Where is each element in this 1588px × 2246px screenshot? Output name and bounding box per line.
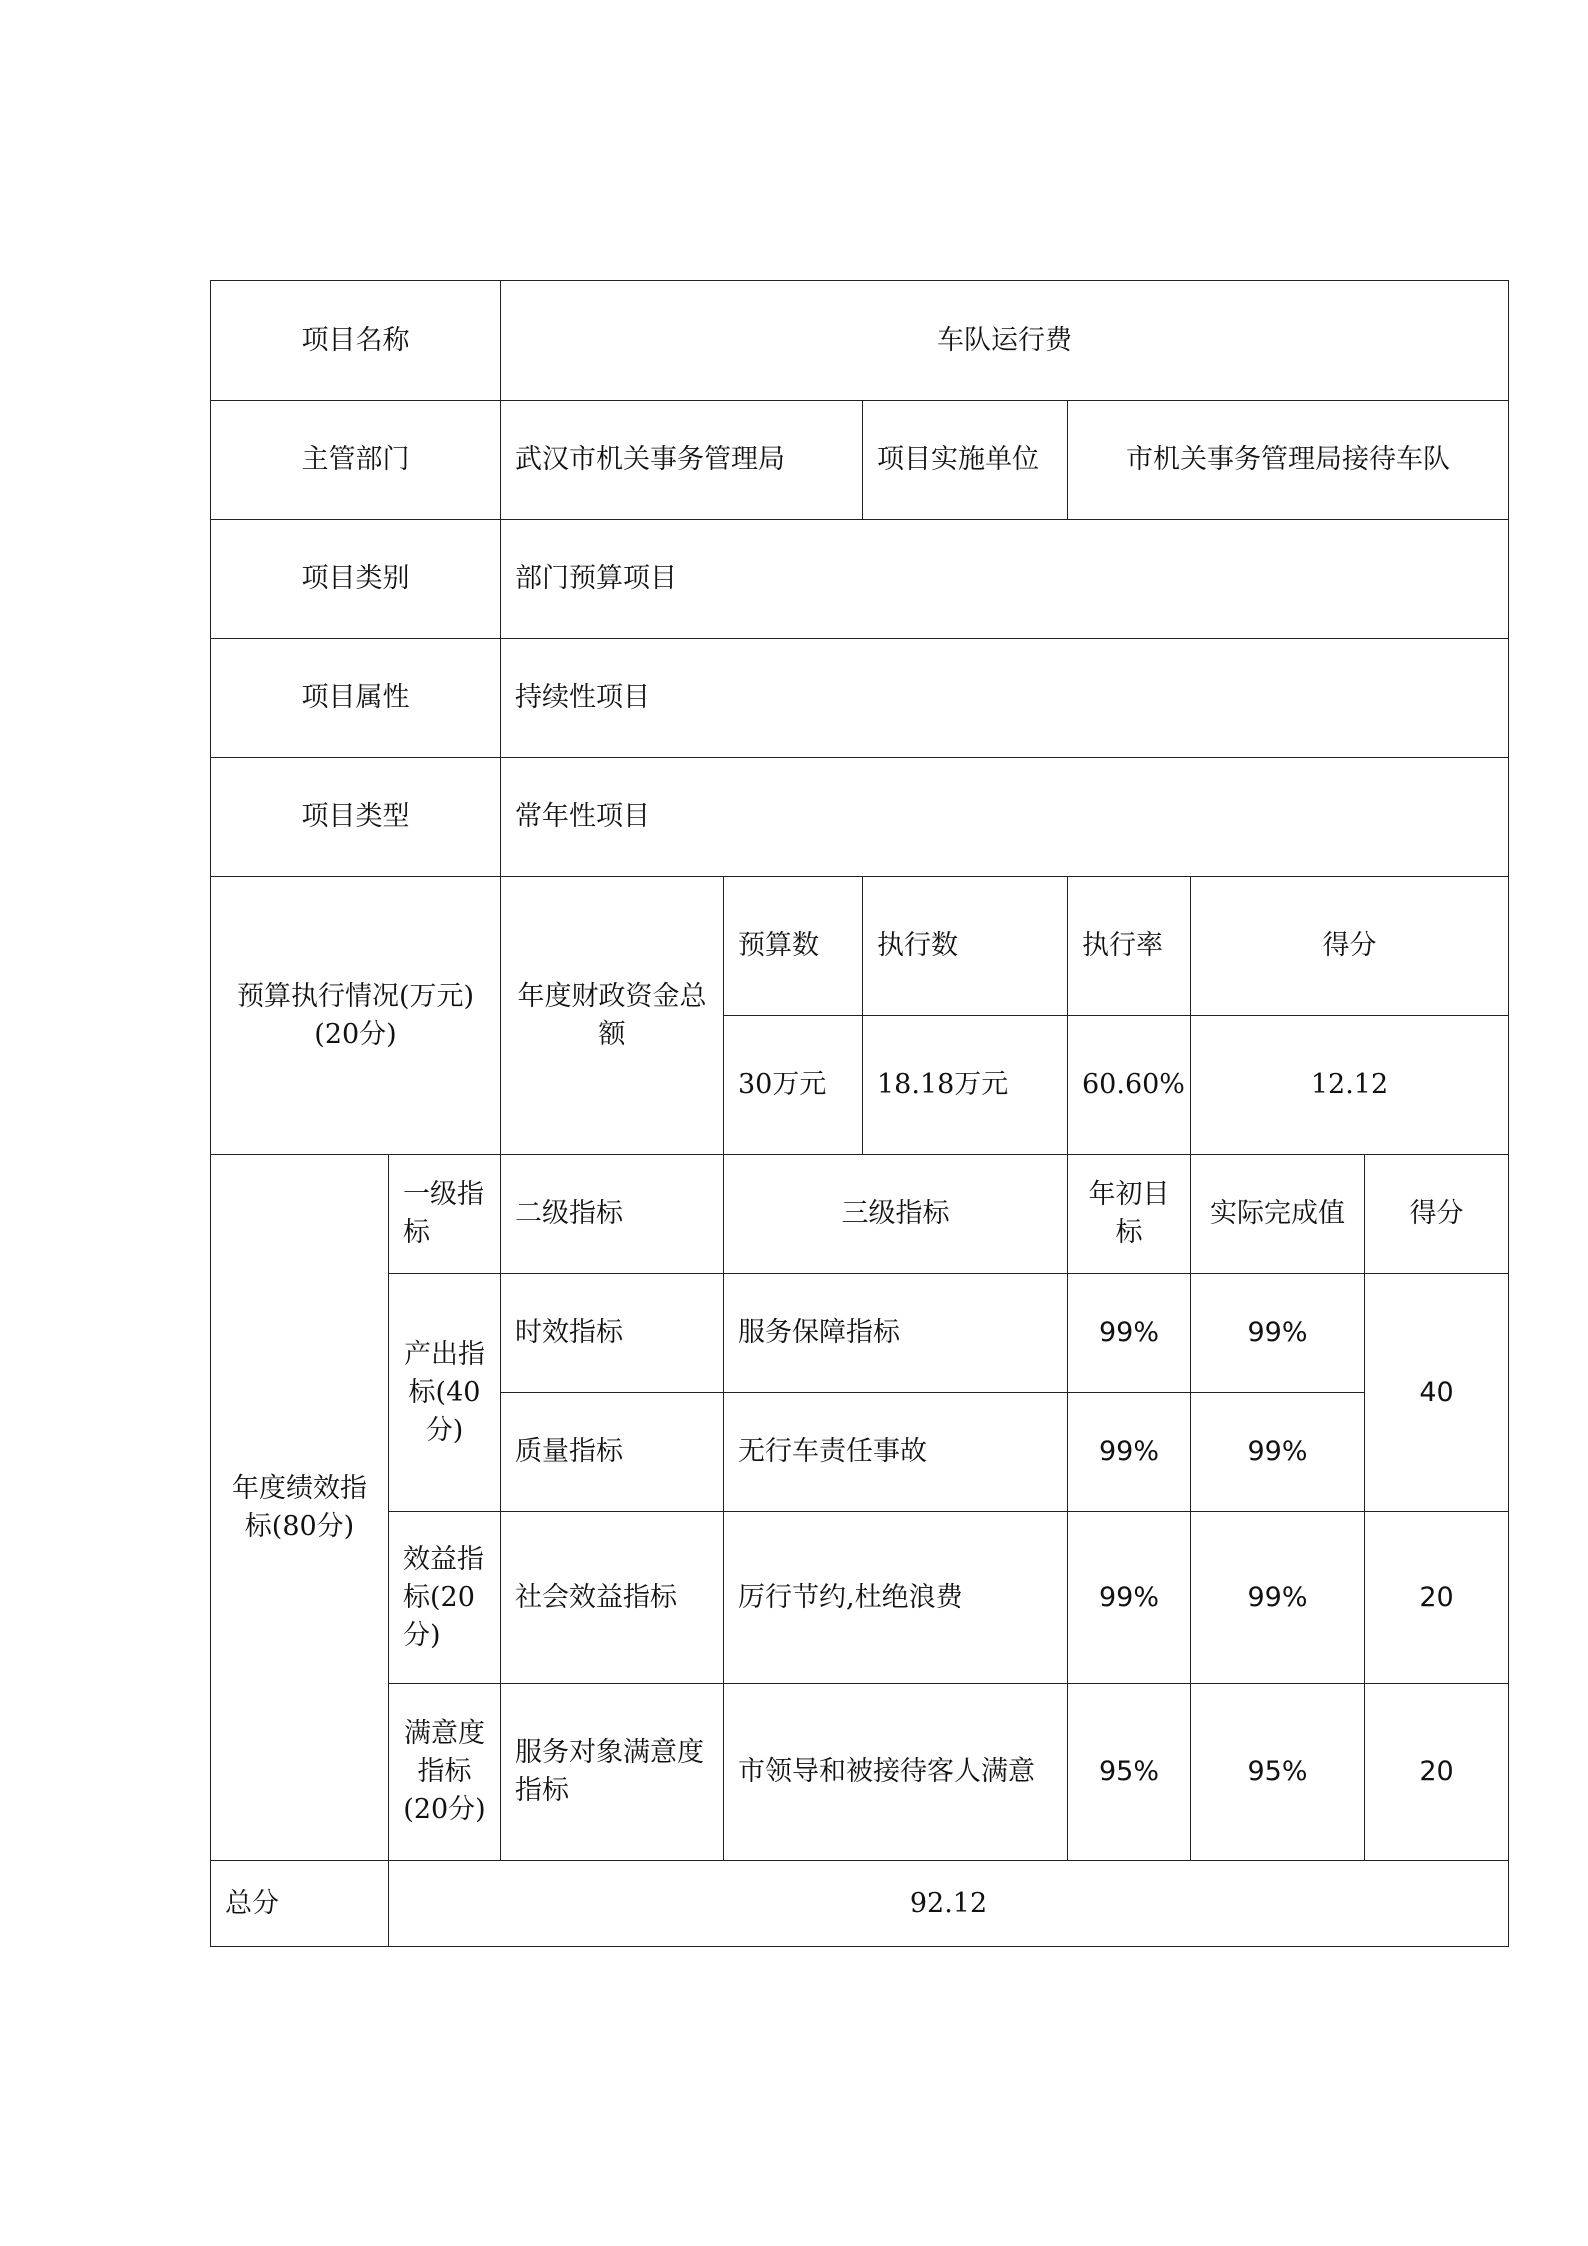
row-department [211,401,1509,520]
executed-value: 18.18万元 [863,1016,1068,1155]
executed-header: 执行数 [863,877,1068,1016]
department-label: 主管部门 [211,401,501,520]
row-category [211,520,1509,639]
annual-fund-label: 年度财政资金总额 [501,877,724,1155]
budget-header: 预算数 [724,877,863,1016]
project-name-value: 车队运行费 [501,281,1509,401]
level3-frugality: 厉行节约,杜绝浪费 [724,1512,1068,1684]
level2-header: 二级指标 [501,1155,724,1274]
level3-header: 三级指标 [724,1155,1068,1274]
level2-quality: 质量指标 [501,1393,724,1512]
department-value: 武汉市机关事务管理局 [501,401,863,520]
row-total [211,1861,1509,1947]
level1-satisfaction: 满意度指标(20分) [389,1684,501,1861]
attribute-label: 项目属性 [211,639,501,758]
level1-benefit: 效益指标(20分) [389,1512,501,1684]
budget-value: 30万元 [724,1016,863,1155]
level2-service-satisfaction: 服务对象满意度指标 [501,1684,724,1861]
target-timeliness: 99% [1068,1274,1191,1393]
score-benefit: 20 [1365,1512,1509,1684]
budget-label: 预算执行情况(万元)(20分) [211,877,501,1155]
performance-evaluation-table [210,280,1509,1947]
level3-no-accident: 无行车责任事故 [724,1393,1068,1512]
row-performance-headers [211,1155,1509,1274]
level3-leader-guest-satisfaction: 市领导和被接待客人满意 [724,1684,1068,1861]
project-name-label: 项目名称 [211,281,501,401]
level2-timeliness: 时效指标 [501,1274,724,1393]
implementing-unit-value: 市机关事务管理局接待车队 [1068,401,1509,520]
actual-header: 实际完成值 [1191,1155,1365,1274]
actual-satisfaction: 95% [1191,1684,1365,1861]
type-value: 常年性项目 [501,758,1509,877]
row-attribute [211,639,1509,758]
actual-timeliness: 99% [1191,1274,1365,1393]
category-value: 部门预算项目 [501,520,1509,639]
level1-header: 一级指标 [389,1155,501,1274]
target-benefit: 99% [1068,1512,1191,1684]
score-satisfaction: 20 [1365,1684,1509,1861]
total-value: 92.12 [389,1861,1509,1947]
performance-label: 年度绩效指标(80分) [211,1155,389,1861]
row-satisfaction [211,1684,1509,1861]
row-type [211,758,1509,877]
score-output: 40 [1365,1274,1509,1512]
actual-quality: 99% [1191,1393,1365,1512]
category-label: 项目类别 [211,520,501,639]
implementing-unit-label: 项目实施单位 [863,401,1068,520]
row-budget-headers [211,877,1509,1016]
row-benefit [211,1512,1509,1684]
row-output-timeliness [211,1274,1509,1393]
total-label: 总分 [211,1861,389,1947]
rate-header: 执行率 [1068,877,1191,1016]
target-header: 年初目标 [1068,1155,1191,1274]
target-satisfaction: 95% [1068,1684,1191,1861]
attribute-value: 持续性项目 [501,639,1509,758]
budget-score-value: 12.12 [1191,1016,1509,1155]
actual-benefit: 99% [1191,1512,1365,1684]
row-project-name [211,281,1509,401]
rate-value: 60.60% [1068,1016,1191,1155]
performance-score-header: 得分 [1365,1155,1509,1274]
level1-output: 产出指标(40分) [389,1274,501,1512]
level2-social-benefit: 社会效益指标 [501,1512,724,1684]
type-label: 项目类型 [211,758,501,877]
target-quality: 99% [1068,1393,1191,1512]
level3-service-guarantee: 服务保障指标 [724,1274,1068,1393]
budget-score-header: 得分 [1191,877,1509,1016]
